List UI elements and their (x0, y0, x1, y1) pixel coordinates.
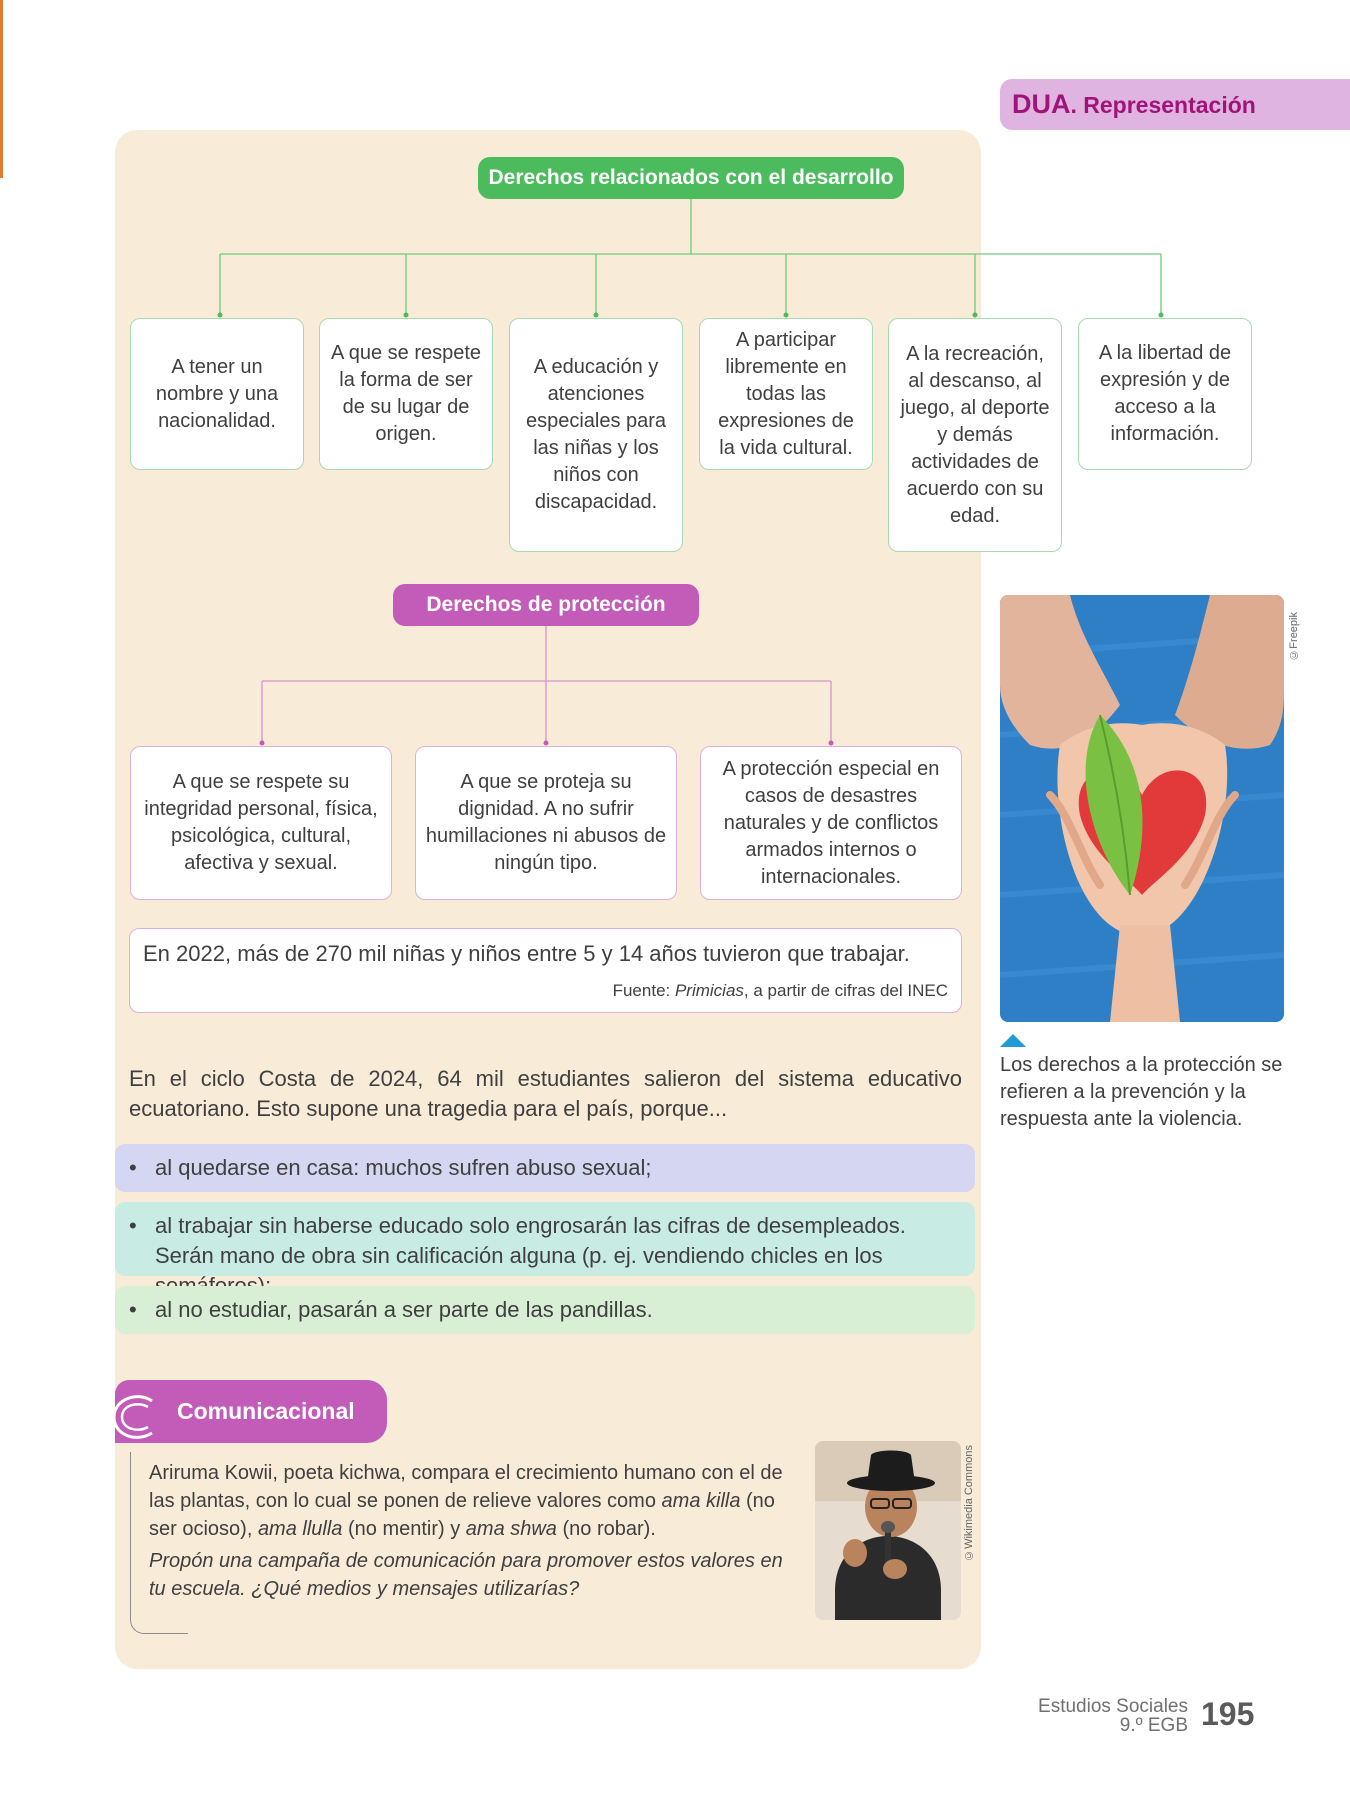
photo-credit-freepik: ©Freepik (1288, 612, 1300, 661)
ariruma-kowii-photo (815, 1441, 961, 1620)
consequence-item: • al no estudiar, pasarán a ser parte de las pandillas. (115, 1286, 975, 1334)
footer-grade: 9.º EGB (1119, 1715, 1188, 1736)
protection-right-box: A protección especial en casos de desastres naturales y de conflictos armados internos o internacionales. (700, 746, 962, 900)
development-right-box: A participar libremente en todas las expresiones de la vida cultural. (699, 318, 873, 470)
protection-right-box: A que se respete su integridad personal, física, psicológica, cultural, afectiva y sexual. (130, 746, 392, 900)
source-title: Primicias (674, 981, 744, 1000)
dua-label: DUA (1012, 89, 1071, 119)
hands-heart-illustration (1000, 595, 1284, 1022)
development-right-box: A la recreación, al descanso, al juego, al deporte y demás actividades de acuerdo con su edad. (888, 318, 1062, 552)
protection-right-box: A que se proteja su dignidad. A no sufrir humillaciones ni abusos de ningún tipo. (415, 746, 677, 900)
development-rights-title: Derechos relacionados con el desarrollo (478, 157, 904, 199)
page-number: 195 (1201, 1696, 1255, 1732)
comunicacional-paragraph: Ariruma Kowii, poeta kichwa, compara el crecimiento humano con el de las plantas, con lo cual se ponen de relieve valores como ama killa (no ser ocioso), ama llulla (no mentir) y ama shwa (no robar). (149, 1462, 783, 1540)
development-right-box: A que se respete la forma de ser de su lugar de origen. (319, 318, 493, 470)
intro-paragraph: En el ciclo Costa de 2024, 64 mil estudiantes salieron del sistema educativo ecuatoriano. Esto supone una tragedia para el país, porque... (129, 1066, 962, 1121)
consequence-item: • al trabajar sin haberse educado solo engrosarán las cifras de desempleados. Serán mano de obra sin calificación alguna (p. ej. vendiendo chicles en los (115, 1202, 975, 1276)
child-labor-fact-box (129, 928, 962, 1013)
fact-text: En 2022, más de 270 mil niñas y niños entre 5 y 14 años tuvieron que trabajar. (143, 941, 910, 966)
comunicacional-c-icon (108, 1393, 160, 1443)
hands-heart-photo (1000, 595, 1284, 1022)
development-right-box: A la libertad de expresión y de acceso a la información. (1078, 318, 1252, 470)
photo-credit-wikimedia: ©Wikimedia Commons (963, 1445, 975, 1561)
comunicacional-activity: Propón una campaña de comunicación para promover estos valores en tu escuela. ¿Qué medios y mensajes utilizarías? (149, 1550, 783, 1600)
development-right-box: A educación y atenciones especiales para las niñas y los niños con discapacidad. (509, 318, 683, 552)
comunicacional-label: Comunicacional (177, 1398, 355, 1424)
comunicacional-body (149, 1459, 804, 1603)
footer-subject: Estudios Sociales (1038, 1696, 1188, 1717)
protection-rights-title: Derechos de protección (393, 584, 699, 626)
fact-source: Fuente: Primicias, a partir de cifras del INEC (612, 981, 948, 1000)
consequence-item: • al quedarse en casa: muchos sufren abuso sexual; (115, 1144, 975, 1192)
caption-pointer-icon (1000, 1034, 1026, 1047)
photo-caption: Los derechos a la protección se refieren a la prevención y la respuesta ante la violencia. (1000, 1054, 1283, 1130)
speaker-portrait (815, 1441, 961, 1620)
development-right-box: A tener un nombre y una nacionalidad. (130, 318, 304, 470)
dua-subtitle: . Representación (1070, 92, 1256, 118)
